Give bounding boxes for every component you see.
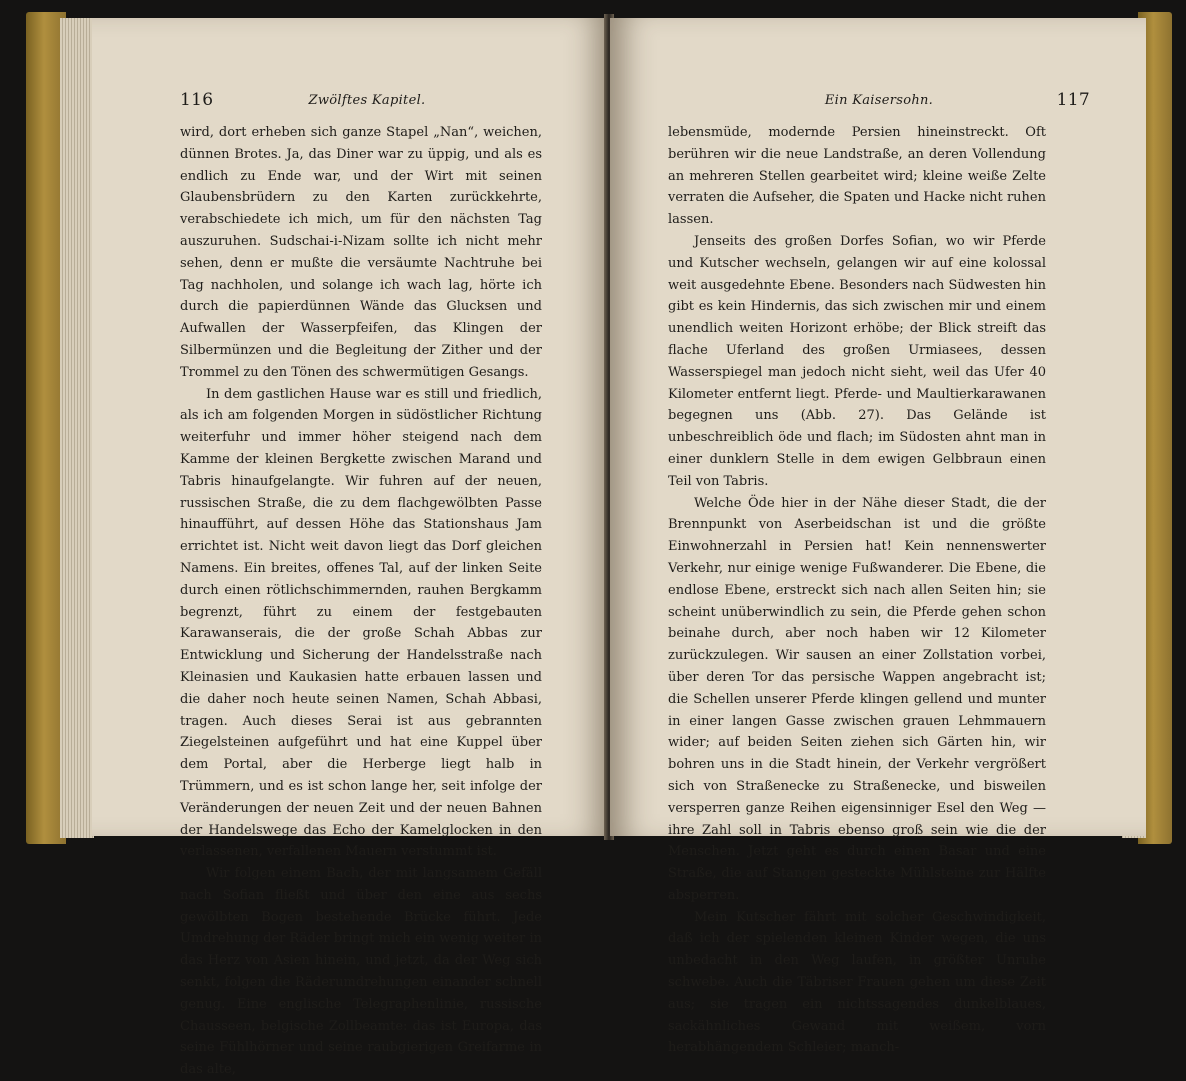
paragraph: wird, dort erheben sich ganze Stapel „Nan“, weichen, dünnen Brotes. Ja, das Diner war zu üppig, und als es endlich zu Ende war, und der Wirt mit seinen Glaubensbrüdern zu den Karten zurückkehrte, verabschiedete ich mich, um für den nächsten Tag auszuruhen. Sudschai-i-Nizam sollte ich nicht mehr sehen, denn er mußte die versäumte Nachtruhe bei Tag nachholen, und solange ich wach lag, hörte ich durch die papierdünnen Wände das Glucksen und Aufwallen der Wasserpfeifen, das Klingen der Silbermünzen und die Begleitung der Zither und der Trommel zu den Tönen des schwermütigen Gesangs. (180, 125, 542, 380)
right-page-header (668, 90, 1090, 114)
paragraph: Mein Kutscher fährt mit solcher Geschwindigkeit, daß ich der spielenden kleinen Kinder wegen, die uns unbedacht in den Weg laufen, in größter Unruhe schwebe. Auch die Täbriser Frauen gehen um diese Zeit aus; sie tragen ein nichtssagendes dunkelblaues, sackähnliches Gewand mit weißem, vorn herabhängendem Schleier; manch- (668, 909, 1046, 1056)
left-page (92, 18, 610, 1078)
page-edges-left (60, 18, 94, 838)
page-number: 117 (1056, 90, 1090, 110)
left-page-text (180, 122, 542, 1081)
page-number: 116 (180, 90, 214, 110)
left-page-header (180, 90, 554, 114)
right-page (610, 18, 1146, 1056)
right-page-text (668, 122, 1046, 1059)
paragraph: Jenseits des großen Dorfes Sofian, wo wir Pferde und Kutscher wechseln, gelangen wir auf eine kolossal weit ausgedehnte Ebene. Besonders nach Südwesten hin gibt es kein Hindernis, das sich zwischen mir und einem unendlich weiten Horizont erhöbe; der Blick streift das flache Uferland des großen Urmiasees, dessen Wasserspiegel man jedoch nicht sieht, weil das Ufer 40 Kilometer entfernt liegt. Pferde- und Maultierkarawanen begegnen uns (Abb. 27). Das Gelände ist unbeschreiblich öde und flach; im Südosten ahnt man in einer dunklern Stelle in dem ewigen Gelbbraun einen Teil von Tabris. (668, 233, 1046, 489)
paragraph: Wir folgen einem Bach, der mit langsamem Gefäll nach Sofian fließt und über den eine aus sechs gewölbten Bogen bestehende Brücke führt. Jede Umdrehung der Räder bringt mich ein wenig weiter in das Herz von Asien hinein, und jetzt, da der Weg sich senkt, folgen die Räderumdrehungen einander schnell genug. Eine englische Telegraphenlinie, russische Chausseen, belgische Zollbeamte: das ist Europa, das seine Fühlhörner und seine raubgierigen Greifarme in das alte, (180, 866, 542, 1078)
paragraph: lebensmüde, modernde Persien hineinstreckt. Oft berühren wir die neue Landstraße, an deren Vollendung an mehreren Stellen gearbeitet wird; kleine weiße Zelte verraten die Aufseher, die Spaten und Hacke nicht ruhen lassen. (668, 125, 1046, 228)
running-title: Zwölftes Kapitel. (308, 93, 426, 108)
paragraph: Welche Öde hier in der Nähe dieser Stadt, die der Brennpunkt von Aserbeidschan ist und die größte Einwohnerzahl in Persien hat! Kein nennenswerter Verkehr, nur einige wenige Fußwanderer. Die Ebene, die endlose Ebene, erstreckt sich nach allen Seiten hin; sie scheint unüberwindlich zu sein, die Pferde gehen schon beinahe durch, aber noch haben wir 12 Kilometer zurückzulegen. Wir sausen an einer Zollstation vorbei, über deren Tor das persische Wappen angebracht ist; die Schellen unserer Pferde klingen gellend und munter in einer langen Gasse zwischen grauen Lehmmauern wider; auf beiden Seiten ziehen sich Gärten hin, wir bohren uns in die Stadt hinein, der Verkehr vergrößert sich von Straßenecke zu Straßenecke, und bisweilen versperren ganze Reihen eigensinniger Esel den Weg — ihre Zahl soll in Tabris ebenso groß sein wie die der Menschen. Jetzt geht es durch einen Basar und eine Straße, die auf Stangen gesteckte Mühlsteine zur Hälfte absperren. (668, 495, 1046, 903)
running-title: Ein Kaisersohn. (824, 93, 934, 108)
paragraph: In dem gastlichen Hause war es still und friedlich, als ich am folgenden Morgen in südöstlicher Richtung weiterfuhr und immer höher steigend nach dem Kamme der kleinen Bergkette zwischen Marand und Tabris hinaufgelangte. Wir fuhren auf der neuen, russischen Straße, die zu dem flachgewölbten Passe hinaufführt, auf dessen Höhe das Stationshaus Jam errichtet ist. Nicht weit davon liegt das Dorf gleichen Namens. Ein breites, offenes Tal, auf der linken Seite durch einen rötlichschimmernden, rauhen Bergkamm begrenzt, führt zu einem der festgebauten Karawanserais, die der große Schah Abbas zur Entwicklung und Sicherung der Handelsstraße nach Kleinasien und Kaukasien hatte erbauen lassen und die daher noch heute seinen Namen, Schah Abbasi, tragen. Auch dieses Serai ist aus gebrannten Ziegelsteinen aufgeführt und hat eine Kuppel über dem Portal, aber die Herberge liegt halb in Trümmern, und es ist schon lange her, seit infolge der Veränderungen der neuen Zeit und der neuen Bahnen der Handelswege das Echo der Kamelglocken in den verlassenen, verfallenen Mauern verstummt ist. (180, 386, 542, 860)
